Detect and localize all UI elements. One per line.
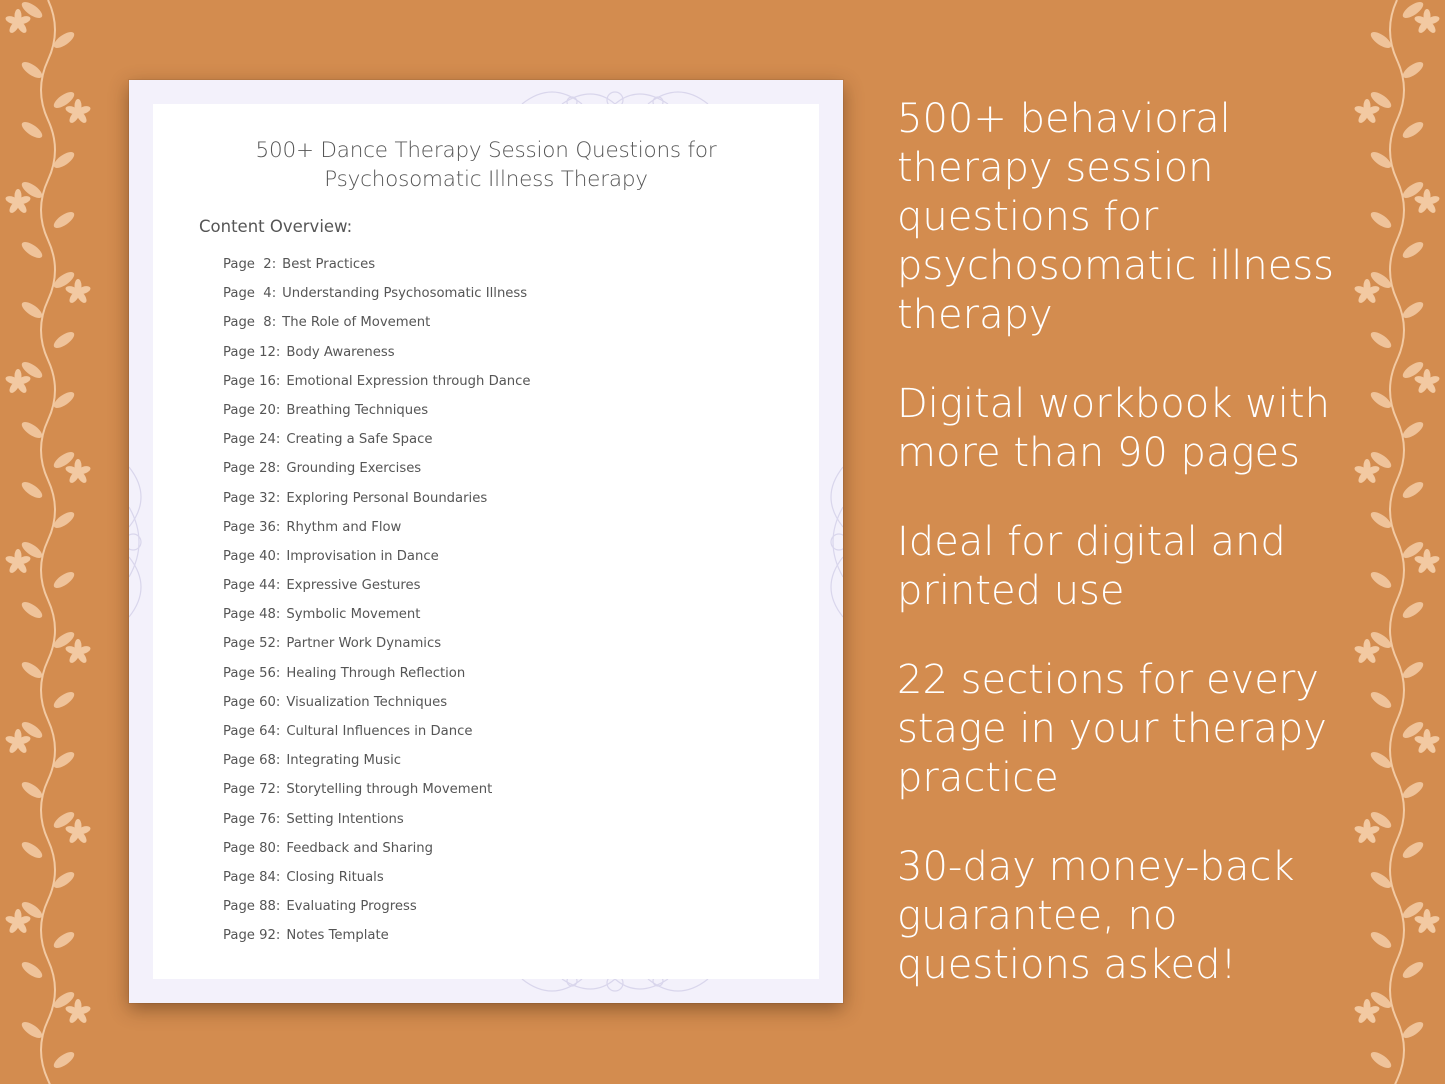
toc-page-number: Page 92: (223, 928, 281, 944)
toc-section-title: Symbolic Movement (286, 607, 421, 623)
toc-section-title: Notes Template (286, 928, 389, 944)
feature-item (897, 380, 1417, 478)
toc-item (223, 284, 531, 313)
toc-section-title: Breathing Techniques (286, 402, 429, 418)
toc-page-number: Page 40: (223, 548, 281, 564)
workbook-preview (129, 80, 843, 1003)
toc-item (223, 313, 531, 342)
feature-line: practice (897, 755, 1059, 801)
toc-page-number: Page 76: (223, 811, 281, 827)
toc-section-title: Rhythm and Flow (286, 519, 402, 535)
toc-section-title: Grounding Exercises (286, 461, 422, 477)
toc-section-title: Best Practices (282, 257, 376, 272)
toc-section-title: Storytelling through Movement (286, 782, 493, 798)
toc-page-number: Page 28: (223, 461, 281, 477)
toc-section-title: Partner Work Dynamics (286, 636, 442, 652)
toc-page-number: Page 44: (223, 578, 281, 594)
document-title-line-2: Psychosomatic Illness Therapy (324, 167, 648, 192)
mandala-ornament-icon (512, 80, 718, 104)
feature-line: stage in your therapy (897, 706, 1327, 752)
feature-item (897, 95, 1417, 340)
toc-section-title: Visualization Techniques (286, 694, 448, 710)
toc-item (223, 634, 531, 663)
feature-list (897, 95, 1417, 1030)
toc-section-title: Expressive Gestures (286, 578, 421, 594)
mandala-ornament-icon (819, 457, 843, 627)
toc-page-number: Page 84: (223, 869, 281, 885)
toc-page-number: Page 68: (223, 753, 281, 769)
toc-page-number: Page 52: (223, 636, 281, 652)
toc-section-title: Integrating Music (286, 753, 402, 769)
toc-page-number: Page 24: (223, 432, 281, 448)
feature-line: guarantee, no (897, 893, 1178, 939)
toc-item (223, 868, 531, 897)
feature-line: therapy (897, 292, 1053, 338)
mandala-ornament-icon (512, 979, 718, 1003)
feature-line: 30-day money-back (897, 844, 1295, 890)
toc-section-title: Understanding Psychosomatic Illness (282, 286, 528, 302)
toc-item (223, 810, 531, 839)
feature-line: questions asked! (897, 942, 1237, 988)
toc-page-number: Page 56: (223, 665, 281, 681)
toc-page-number: Page 36: (223, 519, 281, 535)
toc-item (223, 547, 531, 576)
toc-item (223, 605, 531, 634)
toc-page-number: Page 32: (223, 490, 281, 506)
feature-line: Digital workbook with (897, 381, 1330, 427)
content-overview-label: Content Overview: (199, 217, 353, 236)
toc-item (223, 401, 531, 430)
feature-line: psychosomatic illness (897, 243, 1334, 289)
toc-item (223, 518, 531, 547)
feature-line: more than 90 pages (897, 430, 1300, 476)
toc-item (223, 722, 531, 751)
toc-section-title: Feedback and Sharing (286, 840, 433, 856)
toc-page-number: Page 72: (223, 782, 281, 798)
toc-item (223, 664, 531, 693)
toc-item (223, 255, 531, 284)
toc-page-number: Page 12: (223, 344, 281, 360)
mandala-ornament-icon (129, 457, 153, 627)
toc-item (223, 372, 531, 401)
toc-page-number: Page 2: (223, 257, 277, 272)
feature-line: 500+ behavioral (897, 96, 1231, 142)
toc-item (223, 430, 531, 459)
document-title-line-1: 500+ Dance Therapy Session Questions for (255, 138, 717, 163)
toc-section-title: Improvisation in Dance (286, 548, 439, 564)
workbook-page (153, 104, 819, 979)
toc-page-number: Page 48: (223, 607, 281, 623)
toc-section-title: Closing Rituals (286, 869, 384, 885)
toc-section-title: The Role of Movement (282, 315, 431, 331)
toc-item (223, 343, 531, 372)
toc-page-number: Page 20: (223, 402, 281, 418)
toc-page-number: Page 60: (223, 694, 281, 710)
table-of-contents (223, 255, 531, 956)
toc-item (223, 459, 531, 488)
feature-line: questions for (897, 194, 1159, 240)
feature-line: 22 sections for every (897, 657, 1319, 703)
toc-page-number: Page 16: (223, 373, 281, 389)
toc-section-title: Setting Intentions (286, 811, 404, 827)
toc-section-title: Body Awareness (286, 344, 395, 360)
toc-section-title: Creating a Safe Space (286, 432, 433, 448)
toc-item (223, 751, 531, 780)
toc-item (223, 576, 531, 605)
toc-item (223, 780, 531, 809)
toc-section-title: Healing Through Reflection (286, 665, 466, 681)
feature-line: Ideal for digital and (897, 519, 1286, 565)
toc-section-title: Exploring Personal Boundaries (286, 490, 488, 506)
feature-item (897, 843, 1417, 990)
feature-line: therapy session (897, 145, 1214, 191)
toc-page-number: Page 88: (223, 899, 281, 915)
feature-item (897, 518, 1417, 616)
toc-item (223, 489, 531, 518)
toc-item (223, 897, 531, 926)
document-title (153, 136, 819, 194)
toc-page-number: Page 64: (223, 724, 281, 739)
feature-line: printed use (897, 568, 1125, 614)
toc-item (223, 693, 531, 722)
toc-item (223, 839, 531, 868)
toc-item (223, 926, 531, 955)
feature-item (897, 656, 1417, 803)
toc-section-title: Emotional Expression through Dance (286, 373, 531, 389)
toc-page-number: Page 8: (223, 315, 277, 331)
toc-page-number: Page 4: (223, 286, 277, 302)
toc-section-title: Cultural Influences in Dance (286, 724, 473, 739)
toc-section-title: Evaluating Progress (286, 899, 417, 915)
toc-page-number: Page 80: (223, 840, 281, 856)
floral-vine-left-icon (0, 0, 95, 1084)
